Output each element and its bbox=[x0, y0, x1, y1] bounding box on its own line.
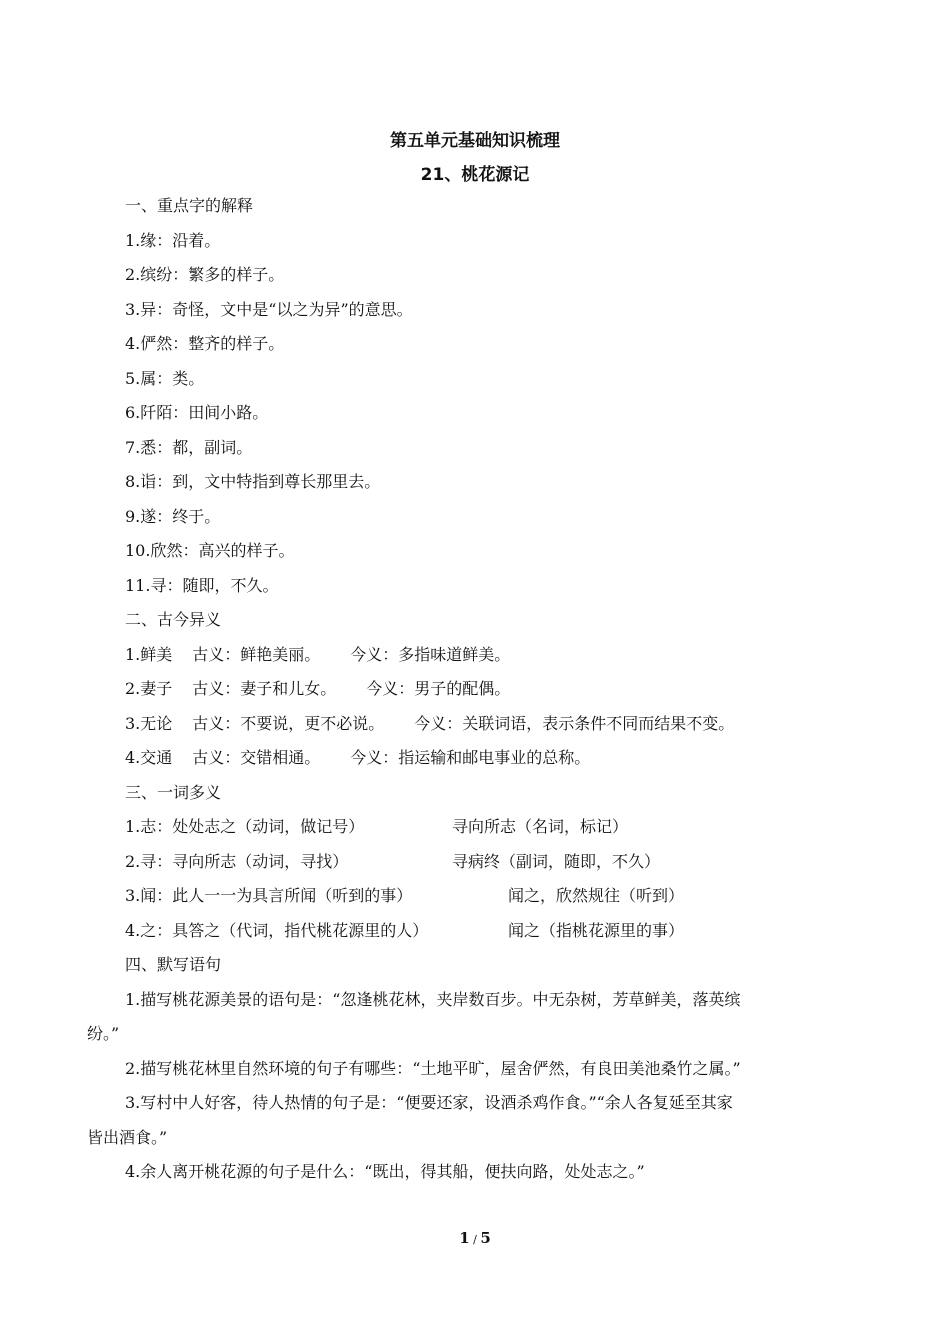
list-item bbox=[125, 645, 510, 665]
usage-a: 2.寻：寻向所志（动词，寻找） bbox=[125, 852, 349, 871]
lesson-subtitle: 21、桃花源记 bbox=[420, 165, 530, 185]
term: 3.无论 bbox=[125, 714, 173, 733]
section-heading-polysemy: 三、一词多义 bbox=[125, 783, 222, 802]
list-item: 11.寻：随即，不久。 bbox=[125, 576, 279, 595]
list-item: 7.悉：都，副词。 bbox=[125, 438, 253, 457]
term: 1.鲜美 bbox=[125, 645, 173, 664]
usage-b: 闻之（指桃花源里的事） bbox=[508, 921, 685, 940]
list-item: 1.缘：沿着。 bbox=[125, 231, 221, 250]
list-item: 3.异：奇怪，文中是“以之为异”的意思。 bbox=[125, 300, 413, 319]
page-number bbox=[0, 1229, 950, 1247]
paragraph-line: 1.描写桃花源美景的语句是：“忽逢桃花林，夹岸数百步。中无杂树，芳草鲜美，落英缤 bbox=[125, 990, 741, 1009]
term: 2.妻子 bbox=[125, 679, 173, 698]
list-item bbox=[125, 679, 510, 699]
paragraph-line: 纷。” bbox=[87, 1024, 120, 1043]
list-item: 8.诣：到，文中特指到尊长那里去。 bbox=[125, 472, 381, 491]
usage-b: 闻之，欣然规往（听到） bbox=[508, 886, 685, 905]
term: 4.交通 bbox=[125, 748, 173, 767]
paragraph-line: 2.描写桃花林里自然环境的句子有哪些：“土地平旷，屋舍俨然，有良田美池桑竹之属。” bbox=[125, 1059, 741, 1078]
total-pages: 5 bbox=[480, 1229, 491, 1247]
list-item bbox=[125, 714, 734, 734]
ancient-meaning: 古义：妻子和儿女。 bbox=[192, 679, 337, 698]
usage-a: 1.志：处处志之（动词，做记号） bbox=[125, 817, 365, 836]
list-item: 6.阡陌：田间小路。 bbox=[125, 403, 269, 422]
list-item: 2.缤纷：繁多的样子。 bbox=[125, 265, 285, 284]
modern-meaning: 今义：关联词语，表示条件不同而结果不变。 bbox=[414, 714, 735, 733]
modern-meaning: 今义：多指味道鲜美。 bbox=[350, 645, 511, 664]
modern-meaning: 今义：指运输和邮电事业的总称。 bbox=[350, 748, 591, 767]
list-item bbox=[125, 921, 684, 941]
list-item bbox=[125, 886, 684, 906]
modern-meaning: 今义：男子的配偶。 bbox=[366, 679, 511, 698]
usage-b: 寻病终（副词，随即，不久） bbox=[452, 852, 661, 871]
list-item bbox=[125, 852, 660, 872]
paragraph-line: 4.余人离开桃花源的句子是什么：“既出，得其船，便扶向路，处处志之。” bbox=[125, 1162, 645, 1181]
paragraph-line: 皆出酒食。” bbox=[87, 1128, 168, 1147]
section-heading-key-words: 一、重点字的解释 bbox=[125, 196, 254, 215]
ancient-meaning: 古义：交错相通。 bbox=[192, 748, 321, 767]
section-heading-ancient-modern: 二、古今异义 bbox=[125, 610, 222, 629]
section-heading-dictation: 四、默写语句 bbox=[125, 955, 222, 974]
list-item: 10.欣然：高兴的样子。 bbox=[125, 541, 295, 560]
paragraph-line: 3.写村中人好客，待人热情的句子是：“便要还家，设酒杀鸡作食。”“余人各复延至其家 bbox=[125, 1093, 733, 1112]
list-item: 9.遂：终于。 bbox=[125, 507, 221, 526]
current-page: 1 bbox=[459, 1229, 470, 1247]
list-item bbox=[125, 748, 590, 768]
list-item: 5.属：类。 bbox=[125, 369, 205, 388]
list-item bbox=[125, 817, 628, 837]
usage-a: 4.之：具答之（代词，指代桃花源里的人） bbox=[125, 921, 429, 940]
list-item: 4.俨然：整齐的样子。 bbox=[125, 334, 285, 353]
usage-b: 寻向所志（名词，标记） bbox=[452, 817, 629, 836]
page-title: 第五单元基础知识梳理 bbox=[390, 131, 560, 151]
ancient-meaning: 古义：不要说，更不必说。 bbox=[192, 714, 385, 733]
page-separator: / bbox=[469, 1233, 481, 1246]
usage-a: 3.闻：此人一一为具言所闻（听到的事） bbox=[125, 886, 413, 905]
ancient-meaning: 古义：鲜艳美丽。 bbox=[192, 645, 321, 664]
